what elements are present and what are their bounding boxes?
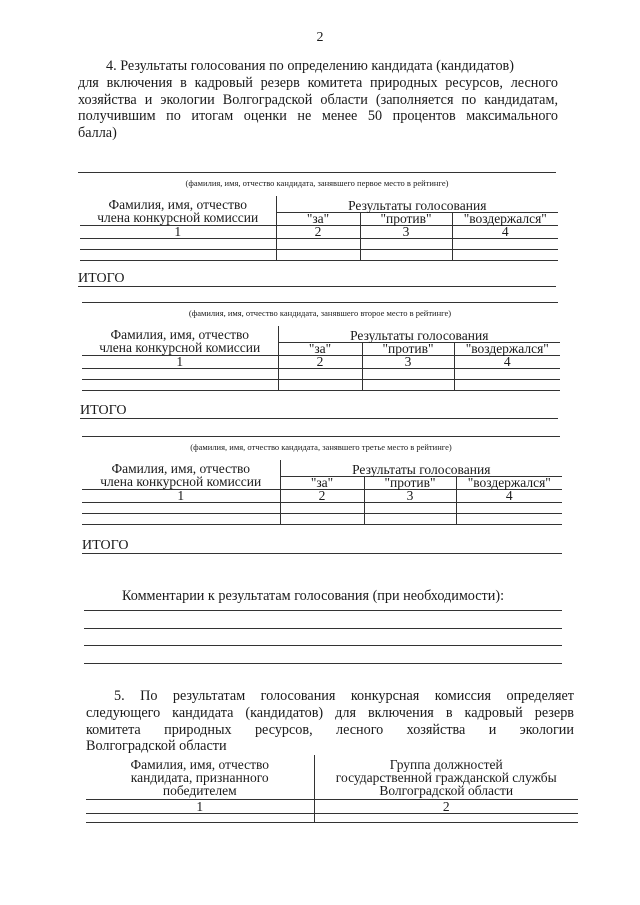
- column-numbers-row: [80, 226, 558, 239]
- winner-name-header-line: Фамилия, имя, отчество: [130, 756, 270, 772]
- voting-table: [82, 326, 560, 391]
- candidate-caption: (фамилия, имя, отчество кандидата, занявшего первое место в рейтинге): [185, 178, 449, 188]
- column-number: 2: [276, 226, 360, 239]
- column-number: 2: [278, 356, 362, 369]
- section-4-line: хозяйства и экологии Волгоградской области (заполняется по кандидатам,: [78, 91, 558, 108]
- winner-name-header-line: победителем: [162, 782, 237, 798]
- column-number: 3: [360, 226, 452, 239]
- vote-abstain-header: "воздержался": [452, 213, 558, 226]
- voting-table: [80, 196, 558, 261]
- section-4-text: [78, 58, 558, 142]
- member-header-line: Фамилия, имя, отчество: [110, 326, 250, 342]
- member-header-line: члена конкурсной комиссии: [100, 473, 262, 489]
- member-header: [82, 460, 280, 490]
- section-5-line: следующего кандидата (кандидатов) для включения в кадровый резерв: [86, 704, 574, 721]
- column-number: 4: [456, 490, 562, 503]
- position-group-header-line: Волгоградской области: [379, 782, 514, 798]
- section-4-line: 4. Результаты голосования по определению кандидата (кандидатов): [106, 58, 514, 74]
- section-5-text: [86, 688, 574, 755]
- table-row[interactable]: [80, 250, 558, 261]
- total-label: ИТОГО: [82, 538, 129, 553]
- vote-abstain-header: "воздержался": [456, 477, 562, 490]
- candidate-caption: (фамилия, имя, отчество кандидата, занявшего второе место в рейтинге): [188, 308, 452, 318]
- total-label: ИТОГО: [78, 271, 125, 286]
- column-number: 1: [80, 226, 276, 239]
- column-numbers-row: [82, 356, 560, 369]
- column-number: 1: [82, 490, 280, 503]
- vote-za-header: "за": [278, 343, 362, 356]
- vote-za-header: "за": [280, 477, 364, 490]
- total-line[interactable]: [80, 418, 558, 419]
- section-5-line: комитета природных ресурсов, лесного хозяйства и экологии: [86, 721, 574, 738]
- member-header: [80, 196, 276, 226]
- vote-protiv-header: "против": [362, 343, 454, 356]
- table-row[interactable]: [80, 239, 558, 250]
- table-row[interactable]: [82, 503, 562, 514]
- column-numbers-row: [82, 490, 562, 503]
- candidate-name-line[interactable]: [82, 302, 558, 303]
- page-number: 2: [316, 30, 324, 45]
- total-line[interactable]: [78, 286, 556, 287]
- results-header: Результаты голосования: [278, 326, 560, 343]
- column-number: 2: [280, 490, 364, 503]
- position-group-header: [314, 755, 578, 800]
- column-number: 4: [452, 226, 558, 239]
- candidate-name-line[interactable]: [78, 172, 556, 173]
- column-number: 3: [362, 356, 454, 369]
- section-5-line: 5. По результатам голосования конкурсная комиссия определяет: [114, 688, 574, 704]
- table-row[interactable]: [82, 369, 560, 380]
- member-header-line: Фамилия, имя, отчество: [108, 196, 248, 212]
- column-number: 2: [314, 800, 578, 814]
- member-header-line: члена конкурсной комиссии: [97, 209, 259, 225]
- winner-table-header: [86, 755, 578, 800]
- member-header: [82, 326, 278, 356]
- results-header: Результаты голосования: [276, 196, 558, 213]
- candidate-caption: (фамилия, имя, отчество кандидата, занявшего третье место в рейтинге): [190, 442, 452, 452]
- vote-protiv-header: "против": [360, 213, 452, 226]
- table-row[interactable]: [86, 814, 578, 823]
- section-4-line: для включения в кадровый резерв комитета природных ресурсов, лесного: [78, 74, 558, 91]
- section-4-line: получившим по итогам оценки не менее 50 процентов максимального: [78, 108, 558, 125]
- table-row[interactable]: [82, 380, 560, 391]
- comment-line[interactable]: [84, 628, 562, 629]
- comment-line[interactable]: [84, 610, 562, 611]
- vote-protiv-header: "против": [364, 477, 456, 490]
- position-group-header-line: государственной гражданской службы: [335, 769, 557, 785]
- candidate-name-line[interactable]: [82, 436, 560, 437]
- section-5-line: Волгоградской области: [86, 738, 227, 755]
- comment-line[interactable]: [84, 663, 562, 664]
- winner-name-header: [86, 755, 314, 800]
- winner-table: [86, 755, 578, 823]
- section-4-line: балла): [78, 125, 117, 142]
- total-line[interactable]: [82, 553, 562, 554]
- comments-label: Комментарии к результатам голосования (при необходимости):: [122, 588, 505, 604]
- column-number: 3: [364, 490, 456, 503]
- vote-abstain-header: "воздержался": [454, 343, 560, 356]
- table-row[interactable]: [82, 514, 562, 525]
- winner-name-header-line: кандидата, признанного: [130, 769, 269, 785]
- column-numbers-row: [86, 800, 578, 814]
- position-group-header-line: Группа должностей: [389, 756, 503, 772]
- column-number: 1: [82, 356, 278, 369]
- column-number: 4: [454, 356, 560, 369]
- member-header-line: Фамилия, имя, отчество: [111, 460, 251, 476]
- comment-line[interactable]: [84, 645, 562, 646]
- vote-za-header: "за": [276, 213, 360, 226]
- total-label: ИТОГО: [80, 403, 127, 418]
- voting-table: [82, 460, 562, 525]
- member-header-line: члена конкурсной комиссии: [99, 339, 261, 355]
- column-number: 1: [86, 800, 314, 814]
- results-header: Результаты голосования: [280, 460, 562, 477]
